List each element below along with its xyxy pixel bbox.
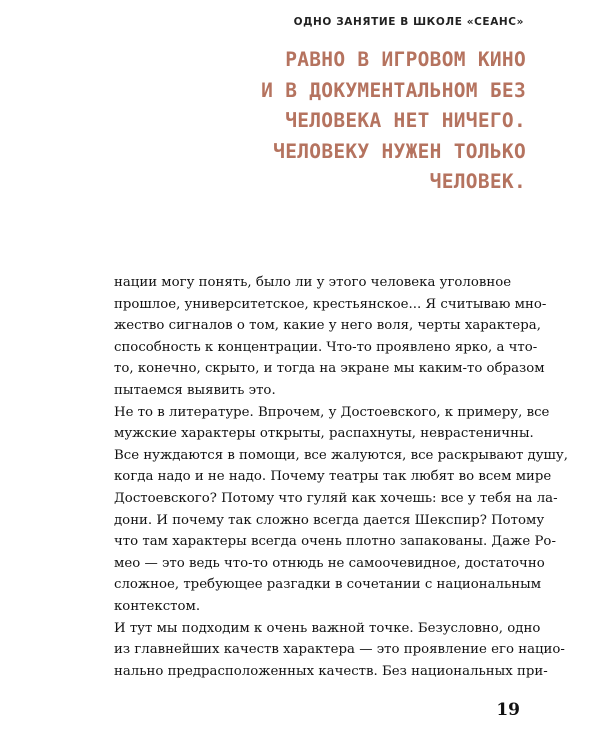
body-line: мужские характеры открыты, распахнуты, неврастеничны.	[114, 426, 534, 442]
body-line: прошлое, университетское, крестьянское... Я считываю мно-	[114, 296, 547, 312]
body-line: нации могу понять, было ли у этого человека уголовное	[114, 275, 512, 290]
body-line: что там характеры всегда очень плотно запакованы. Даже Ро-	[114, 534, 556, 550]
body-line: то, конечно, скрыто, и тогда на экране мы каким-то образом	[114, 361, 545, 377]
body-line: мео — это ведь что-то отнюдь не самоочевидное, достаточно	[114, 555, 545, 571]
pull-quote-line: ЧЕЛОВЕКА НЕТ НИЧЕГО.	[285, 109, 526, 132]
pull-quote-line: РАВНО В ИГРОВОМ КИНО	[285, 48, 526, 71]
body-line: способность к концентрации. Что-то проявлено ярко, а что-	[114, 339, 538, 355]
running-head: ОДНО ЗАНЯТИЕ В ШКОЛЕ «СЕАНС»	[293, 16, 524, 28]
body-line: Не то в литературе. Впрочем, у Достоевского, к примеру, все	[114, 404, 550, 420]
body-line: контекстом.	[114, 598, 201, 614]
body-line: Все нуждаются в помощи, все жалуются, все раскрывают душу,	[114, 447, 568, 463]
page-number: 19	[496, 700, 520, 720]
pull-quote	[86, 45, 526, 198]
body-line: жество сигналов о том, какие у него воля, черты характера,	[114, 318, 541, 334]
body-line: И тут мы подходим к очень важной точке. Безусловно, одно	[114, 620, 541, 636]
body-text	[114, 272, 568, 682]
body-line: дони. И почему так сложно всегда дается Шекспир? Потому	[114, 512, 545, 528]
body-line: когда надо и не надо. Почему театры так любят во всем мире	[114, 469, 552, 485]
pull-quote-line: ЧЕЛОВЕК.	[429, 170, 526, 193]
body-line: пытаемся выявить это.	[114, 382, 276, 398]
body-line: из главнейших качеств характера — это проявление его нацио-	[114, 642, 565, 658]
body-line: Достоевского? Потому что гуляй как хочешь: все у тебя на ла-	[114, 490, 558, 506]
body-line: сложное, требующее разгадки в сочетании с национальным	[114, 577, 542, 593]
pull-quote-line: И В ДОКУМЕНТАЛЬНОМ БЕЗ	[261, 78, 526, 102]
pull-quote-line: ЧЕЛОВЕКУ НУЖЕН ТОЛЬКО	[273, 139, 526, 163]
body-line: нально предрасположенных качеств. Без национальных при-	[114, 663, 548, 679]
